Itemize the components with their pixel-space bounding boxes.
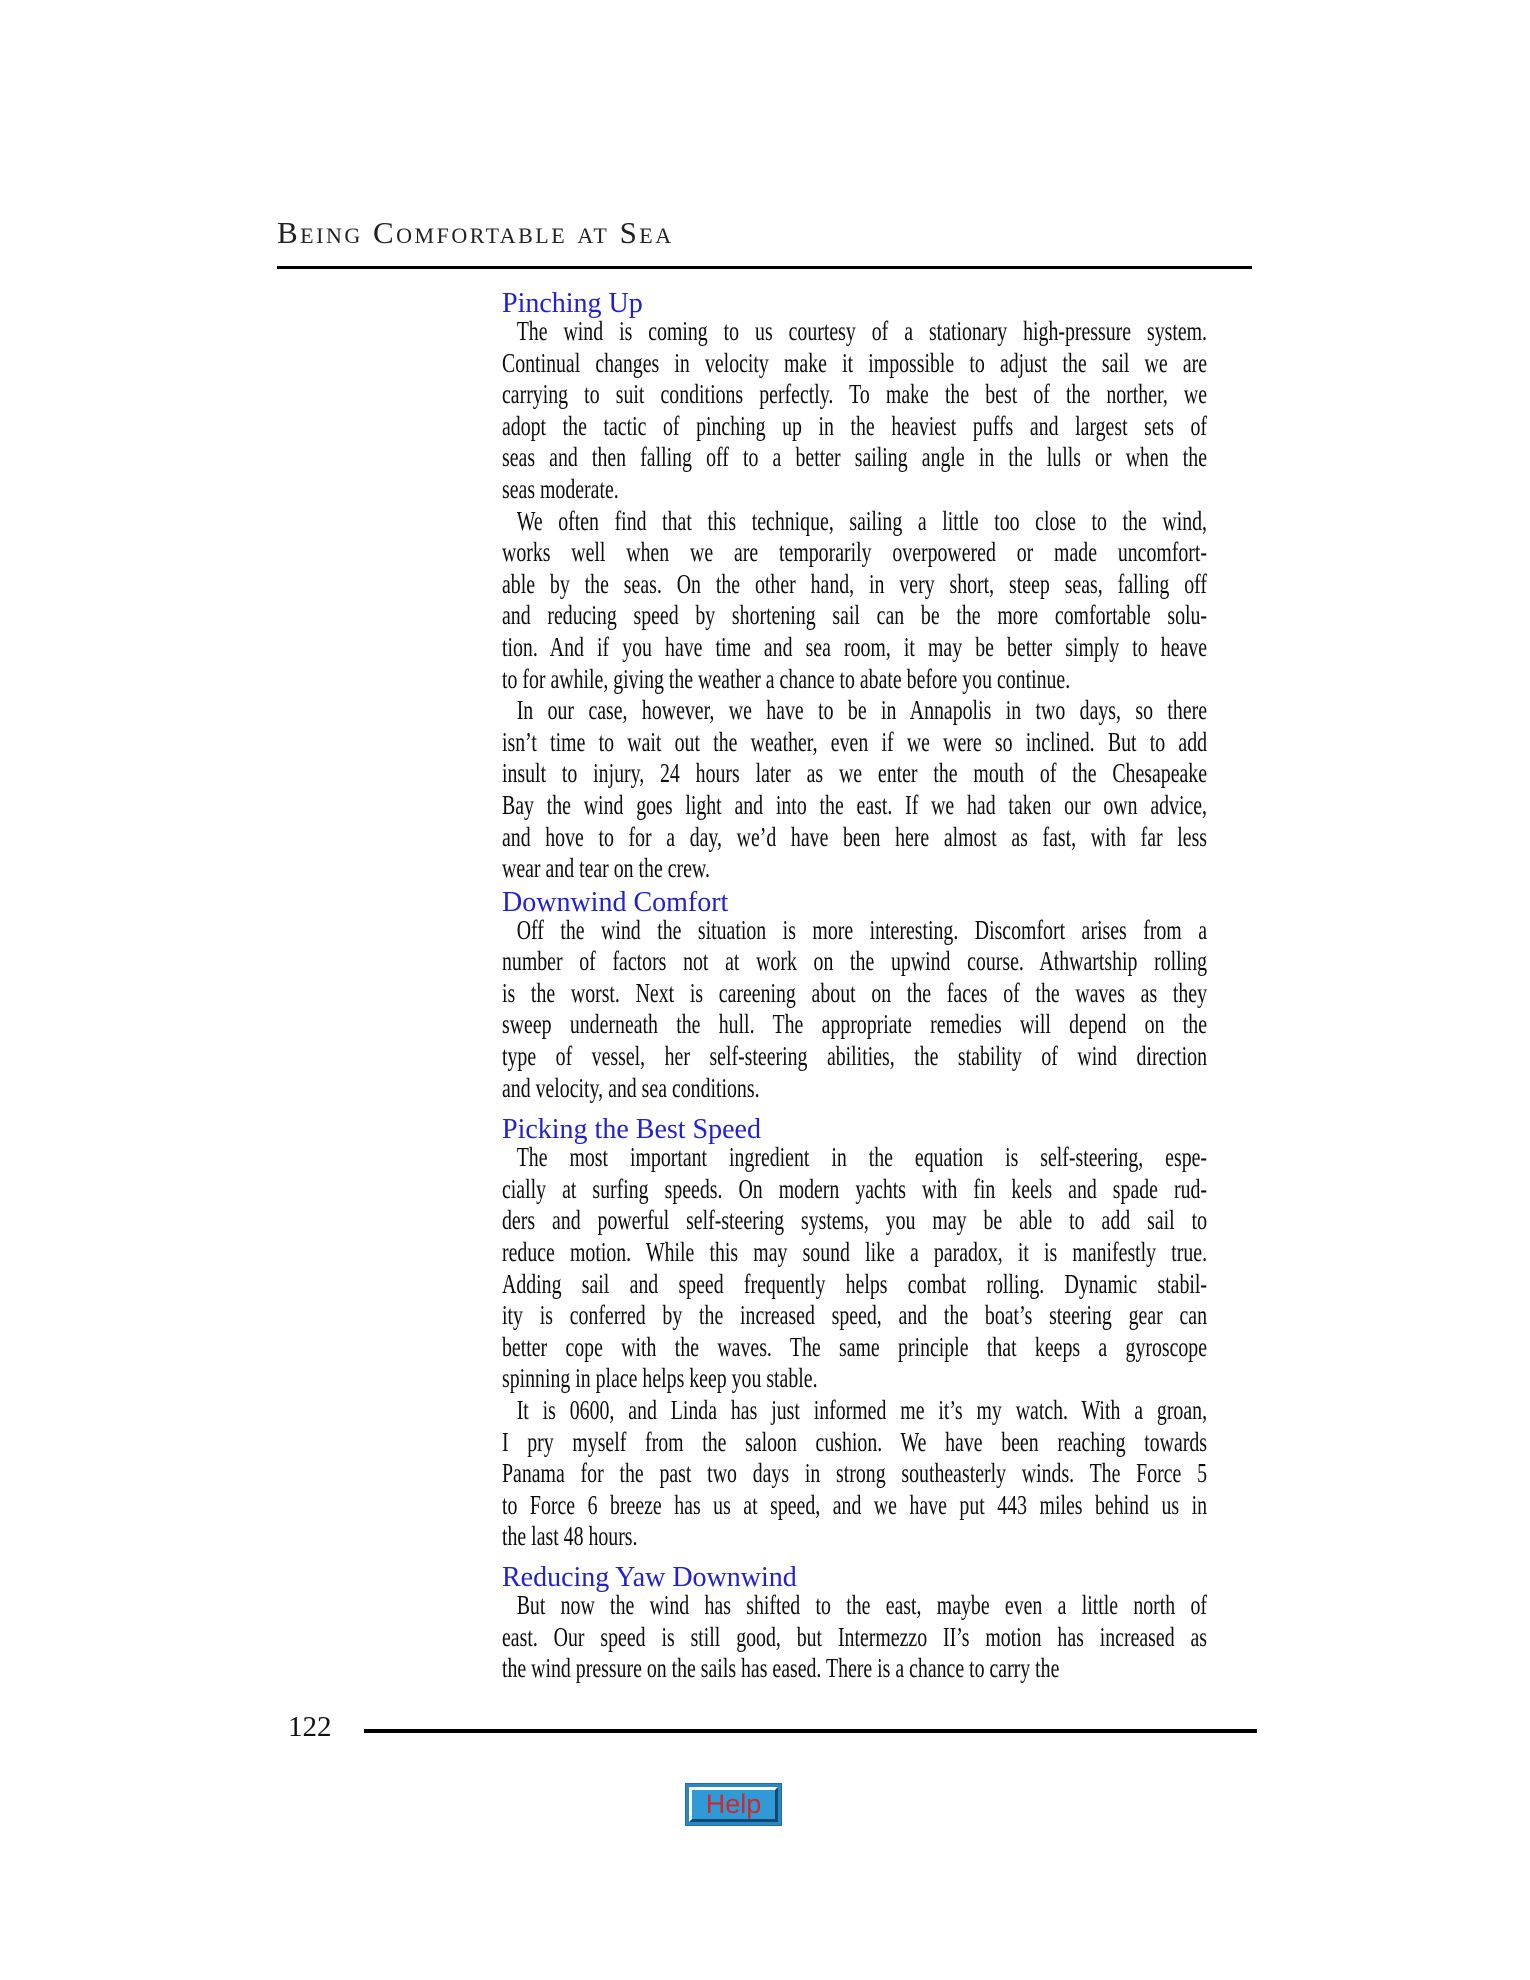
body-text-line: ders and powerful self-steering systems, you may be able to add sail to [502, 1205, 1208, 1236]
body-text-line: isn’t time to wait out the weather, even if we were so inclined. But to add [502, 726, 1208, 757]
help-button-face [689, 1787, 778, 1822]
body-text-line: works well when we are temporarily overpowered or made uncomfort- [502, 537, 1208, 568]
help-button-label: Help [705, 1789, 762, 1819]
body-text-line: and reducing speed by shortening sail can be the more comfortable solu- [502, 600, 1208, 631]
body-text-line: cially at surfing speeds. On modern yachts with fin keels and spade rud- [502, 1173, 1208, 1204]
body-text-line: the wind pressure on the sails has eased. There is a chance to carry the [502, 1653, 1060, 1684]
body-text-line: able by the seas. On the other hand, in very short, steep seas, falling off [502, 568, 1208, 599]
body-text-line: insult to injury, 24 hours later as we enter the mouth of the Chesapeake [502, 758, 1208, 789]
body-text-line: spinning in place helps keep you stable. [502, 1363, 818, 1394]
footer-rule [364, 1729, 1257, 1733]
body-text-line: We often find that this technique, sailing a little too close to the wind, [516, 505, 1208, 536]
body-text-line: The wind is coming to us courtesy of a stationary high-pressure system. [516, 316, 1208, 346]
body-text-line: east. Our speed is still good, but Intermezzo II’s motion has increased as [502, 1621, 1208, 1652]
body-text-line: better cope with the waves. The same principle that keeps a gyroscope [502, 1331, 1208, 1362]
body-text-line: sweep underneath the hull. The appropriate remedies will depend on the [502, 1009, 1208, 1040]
section-heading: Pinching Up [502, 288, 643, 319]
body-text-line: tion. And if you have time and sea room, it may be better simply to heave [502, 631, 1208, 662]
body-text-line: to Force 6 breeze has us at speed, and we have put 443 miles behind us in [502, 1489, 1208, 1520]
body-text-line: is the worst. Next is careening about on the faces of the waves as they [502, 977, 1208, 1008]
body-text-line: the last 48 hours. [502, 1521, 638, 1552]
body-text-line: to for awhile, giving the weather a chance to abate before you continue. [502, 663, 1071, 694]
body-text-line: wear and tear on the crew. [502, 853, 710, 884]
body-text-line: seas and then falling off to a better sailing angle in the lulls or when the [502, 442, 1208, 473]
body-text-line: Panama for the past two days in strong southeasterly winds. The Force 5 [502, 1458, 1208, 1489]
running-header: Being Comfortable at Sea [277, 215, 674, 250]
body-text-line: But now the wind has shifted to the east, maybe even a little north of [516, 1589, 1208, 1620]
body-text-line: type of vessel, her self-steering abilities, the stability of wind direction [502, 1041, 1208, 1072]
page-content [502, 288, 1208, 1685]
body-text-line: Bay the wind goes light and into the east. If we had taken our own advice, [502, 789, 1208, 820]
header-rule [277, 266, 1252, 269]
body-text-line: reduce motion. While this may sound like a paradox, it is manifestly true. [502, 1237, 1208, 1268]
body-text-line: number of factors not at work on the upwind course. Athwartship rolling [502, 946, 1208, 977]
body-text-line: ity is conferred by the increased speed, and the boat’s steering gear can [502, 1300, 1208, 1331]
body-text-line: It is 0600, and Linda has just informed me it’s my watch. With a groan, [516, 1395, 1208, 1425]
body-text-line: and velocity, and sea conditions. [502, 1072, 760, 1103]
body-text-line: seas moderate. [502, 473, 619, 504]
section-heading: Reducing Yaw Downwind [502, 1561, 797, 1593]
page-number: 122 [288, 1711, 332, 1743]
body-text-line: Off the wind the situation is more interesting. Discomfort arises from a [516, 914, 1208, 945]
body-text-line: In our case, however, we have to be in Annapolis in two days, so there [516, 695, 1208, 726]
section-heading: Picking the Best Speed [502, 1114, 761, 1146]
body-text-line: The most important ingredient in the equation is self-steering, espe- [516, 1142, 1208, 1173]
body-text-line: I pry myself from the saloon cushion. We have been reaching towards [502, 1426, 1208, 1457]
body-text-line: and hove to for a day, we’d have been here almost as fast, with far less [502, 821, 1208, 852]
section-heading: Downwind Comfort [502, 886, 729, 918]
body-text-line: Continual changes in velocity make it impossible to adjust the sail we are [502, 347, 1208, 378]
body-text-line: Adding sail and speed frequently helps combat rolling. Dynamic stabil- [502, 1268, 1208, 1299]
body-text-line: carrying to suit conditions perfectly. To make the best of the norther, we [502, 379, 1208, 410]
body-text-line: adopt the tactic of pinching up in the heaviest puffs and largest sets of [502, 410, 1208, 441]
help-button[interactable] [685, 1783, 782, 1826]
